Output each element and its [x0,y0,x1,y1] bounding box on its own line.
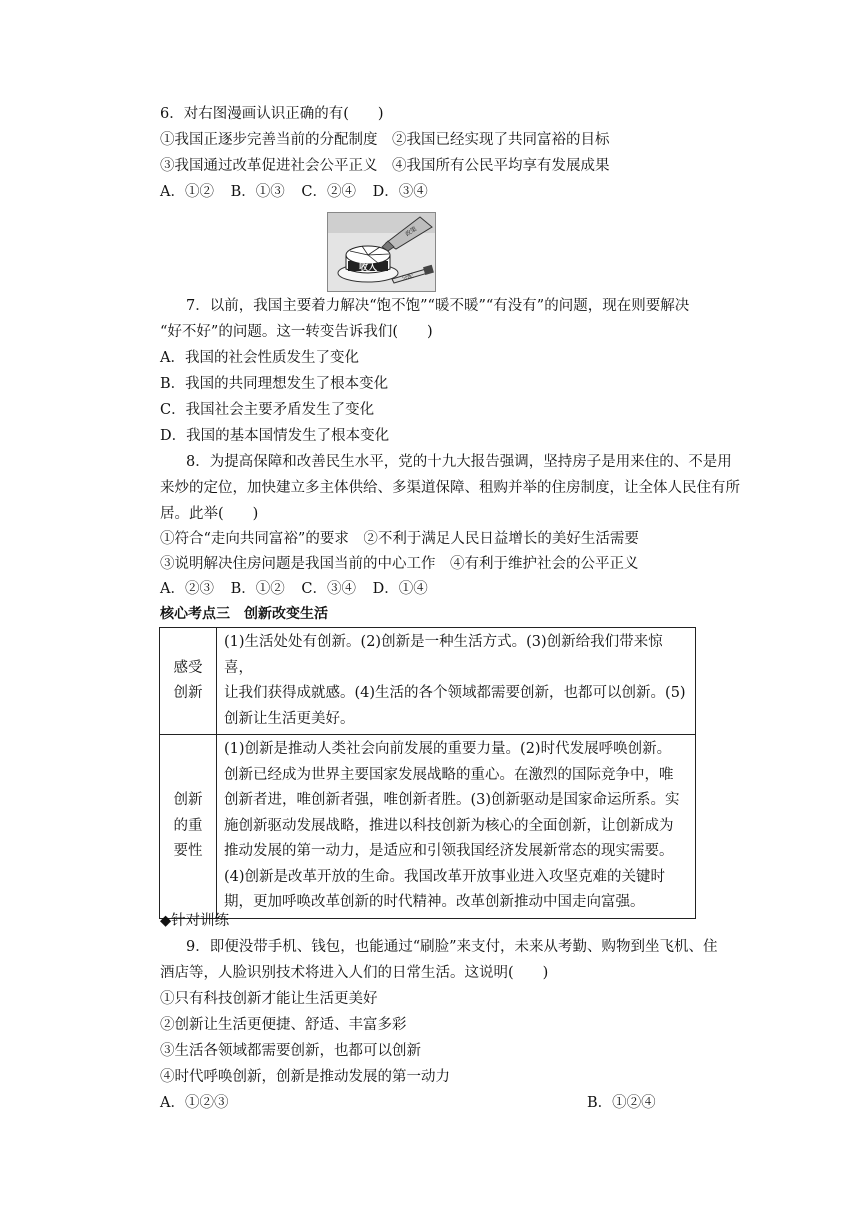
table-text-line: 创新者进，唯创新者强，唯创新者胜。(3)创新驱动是国家命运所系。实 [224,792,680,808]
q9-option-2: ②创新让生活更便捷、舒适、丰富多彩 [160,1017,407,1033]
table-text-line: 期，更加呼唤改革创新的时代精神。改革创新推动中国走向富强。 [224,894,645,910]
cartoon-image [327,212,436,292]
q8-stem-line-3: 居。此举( ) [160,506,259,522]
practice-heading: ◆针对训练 [160,913,230,929]
q9-option-3: ③生活各领域都需要创新，也都可以创新 [160,1043,421,1059]
q6-options-line-2: ③我国通过改革促进社会公平正义 ④我国所有公民平均享有发展成果 [160,158,610,174]
q9-choice-b: B．①②④ [587,1095,656,1111]
key-points-table [159,627,696,919]
q7-stem-line-2: “好不好”的问题。这一转变告诉我们( ) [160,324,433,340]
q8-choice-c: C．③④ [301,581,356,597]
row-heading-line: 的重 [173,817,203,834]
q6-options-line-1: ①我国正逐步完善当前的分配制度 ②我国已经实现了共同富裕的目标 [160,132,610,148]
cake-cartoon-illustration [328,213,435,291]
q6-choice-c: C．②④ [301,184,356,200]
row-heading-line: 要性 [173,843,203,859]
q7-choice-d: D．我国的基本国情发生了根本变化 [160,428,390,444]
q8-choices [160,579,428,599]
q9-choice-a: A．①②③ [160,1095,229,1111]
row-content-feel-innovation [217,628,696,735]
table-text-line: 创新让生活更美好。 [224,710,355,727]
table-text-line: 创新已经成为世界主要国家发展战略的重心。在激烈的国际竞争中，唯 [224,766,674,783]
knife-label: 分配 [400,272,415,283]
q7-stem-line-1: 7．以前，我国主要着力解决“饱不饱”“暖不暖”“有没有”的问题，现在则要解决 [186,298,690,314]
q6-choice-d: D．③④ [372,184,428,200]
table-text-line: 施创新驱动发展战略，推进以科技创新为核心的全面创新，让创新成为 [224,817,674,834]
table-row [160,628,696,735]
row-heading-feel-innovation [160,628,217,735]
row-heading-line: 创新 [173,685,203,701]
row-heading-line: 感受 [173,659,203,676]
q8-choice-b: B．①② [230,581,285,597]
q6-choice-a: A．①② [160,184,214,200]
q7-choice-b: B．我国的共同理想发生了根本变化 [160,376,389,392]
q6-stem: 6．对右图漫画认识正确的有( ) [160,106,384,122]
q9-option-4: ④时代呼唤创新，创新是推动发展的第一动力 [160,1069,450,1085]
tube-label: 政策 [404,225,419,239]
q9-option-1: ①只有科技创新才能让生活更美好 [160,991,378,1007]
q7-choice-a: A．我国的社会性质发生了变化 [160,350,359,366]
row-content-importance [217,735,696,919]
table-text-line: (1)创新是推动人类社会向前发展的重要力量。(2)时代发展呼唤创新。 [224,741,672,757]
table-text-line: (4)创新是改革开放的生命。我国改革开放事业进入攻坚克难的关键时 [224,868,666,885]
table-text-line: 让我们获得成就感。(4)生活的各个领域都需要创新，也都可以创新。(5) [224,685,686,701]
q7-choice-c: C．我国社会主要矛盾发生了变化 [160,402,375,418]
q8-choice-a: A．②③ [160,581,214,597]
table-text-line: 推动发展的第一动力，是适应和引领我国经济发展新常态的现实需要。 [224,843,674,859]
section-heading: 核心考点三 创新改变生活 [160,606,328,622]
row-heading-line: 创新 [173,792,203,808]
q8-stem-line-2: 来炒的定位，加快建立多主体供给、多渠道保障、租购并举的住房制度，让全体人民住有所 [160,480,740,496]
row-heading-importance [160,735,217,919]
q6-choice-b: B．①③ [230,184,285,200]
q9-stem-line-2: 酒店等，人脸识别技术将进入人们的日常生活。这说明( ) [160,965,549,981]
q6-choices [160,182,428,202]
q8-choice-d: D．①④ [372,581,428,597]
table-text-line: (1)生活处处有创新。(2)创新是一种生活方式。(3)创新给我们带来惊喜， [224,634,663,676]
q8-stem-line-1: 8．为提高保障和改善民生水平，党的十九大报告强调，坚持房子是用来住的、不是用 [186,454,732,470]
q8-options-line-2: ③说明解决住房问题是我国当前的中心工作 ④有利于维护社会的公平正义 [160,556,639,572]
cake-label: 收入 [358,263,378,273]
q8-options-line-1: ①符合“走向共同富裕”的要求 ②不利于满足人民日益增长的美好生活需要 [160,531,639,547]
q9-stem-line-1: 9．即便没带手机、钱包，也能通过“刷脸”来支付，未来从考勤、购物到坐飞机、住 [186,939,718,955]
table-row [160,735,696,919]
